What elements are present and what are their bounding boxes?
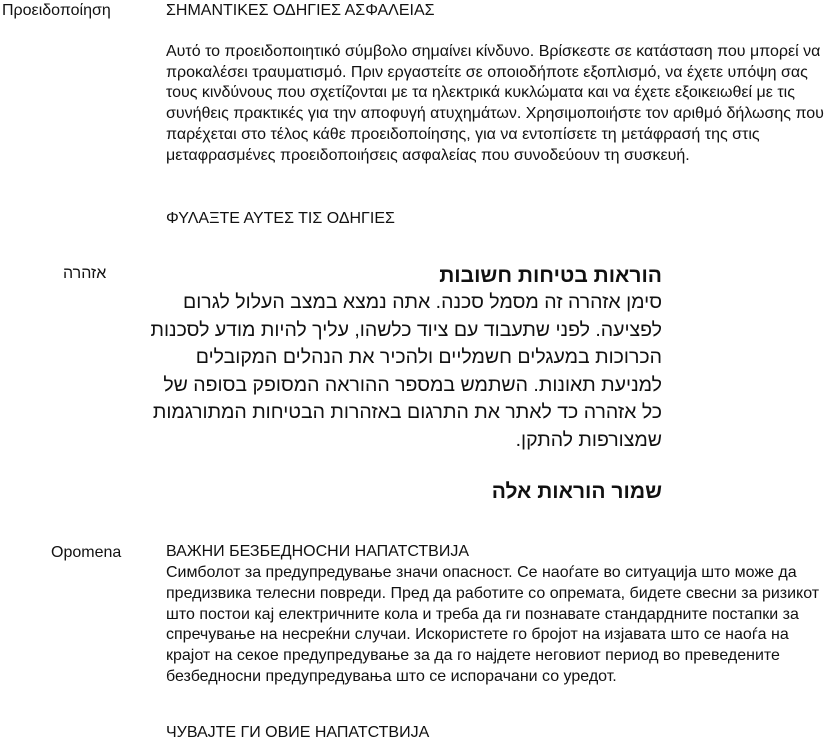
safety-title-greek: ΣΗΜΑΝΤΙΚΕΣ ΟΔΗΓΙΕΣ ΑΣΦΑΛΕΙΑΣ	[166, 2, 435, 19]
warning-text-hebrew: סימן אזהרה זה מסמל סכנה. אתה נמצא במצב העלול לגרום לפציעה. לפני שתעבוד עם ציוד כלשהו, עליך להיות מודע לסכנות הכרוכות במעגלים חשמליים ולהכיר את הנהלים המקובלים למניעת תאונות. השתמש במספר ההוראה המסופק בסופה של כל אזהרה כד לאתר את התרגום באזהרות הבטיחות המתורגמות שמצורפות להתקן.	[150, 291, 662, 451]
save-instructions-hebrew: שמור הוראות אלה	[491, 480, 662, 503]
save-instructions-macedonian: ЧУВАЈТЕ ГИ ОВИЕ НАПАТСТВИЈА	[166, 724, 430, 741]
warning-text-greek: Αυτό το προειδοποιητικό σύμβολο σημαίνει κίνδυνο. Βρίσκεστε σε κατάσταση που μπορεί να προκαλέσει τραυματισμό. Πριν εργαστείτε σε οποιοδήποτε εξοπλισμό, να έχετε υπόψη σας τους κινδύνους που σχετίζονται με τα ηλεκτρικά κυκλώματα και να έχετε εξοικειωθεί με τις συνήθεις πρακτικές για την αποφυγή ατυχημάτων. Χρησιμοποιήστε τον αριθμό δήλωσης που παρέχεται στο τέλος κάθε προειδοποίησης, για να εντοπίσετε τη μετάφρασή της στις μεταφρασμένες προειδοποιήσεις ασφαλείας που συνοδεύουν τη συσκευή.	[166, 43, 824, 164]
save-instructions-greek: ΦΥΛΑΞΤΕ ΑΥΤΕΣ ΤΙΣ ΟΔΗΓΙΕΣ	[166, 210, 395, 227]
safety-title-macedonian: ВАЖНИ БЕЗБЕДНОСНИ НАПАТСТВИЈА	[166, 543, 470, 560]
warning-label-macedonian: Opomena	[51, 544, 122, 561]
safety-title-hebrew: הוראות בטיחות חשובות	[439, 264, 662, 287]
warning-label-hebrew: אזהרה	[63, 265, 107, 282]
warning-label-greek: Προειδοποίηση	[2, 2, 111, 19]
warning-text-macedonian: Симболот за предупредување значи опасност. Се наоѓате во ситуација што може да предизвика телесни повреди. Пред да работите со опремата, бидете свесни за ризикот што постои кај електричните кола и треба да ги познавате стандардните постапки за спречување на несреќни случаи. Искористете го бројот на изјавата што се наоѓа на крајот на секое предупредување за да го најдете неговиот период во преведените безбедносни предупредувања што се испорачани со уредот.	[166, 564, 820, 685]
